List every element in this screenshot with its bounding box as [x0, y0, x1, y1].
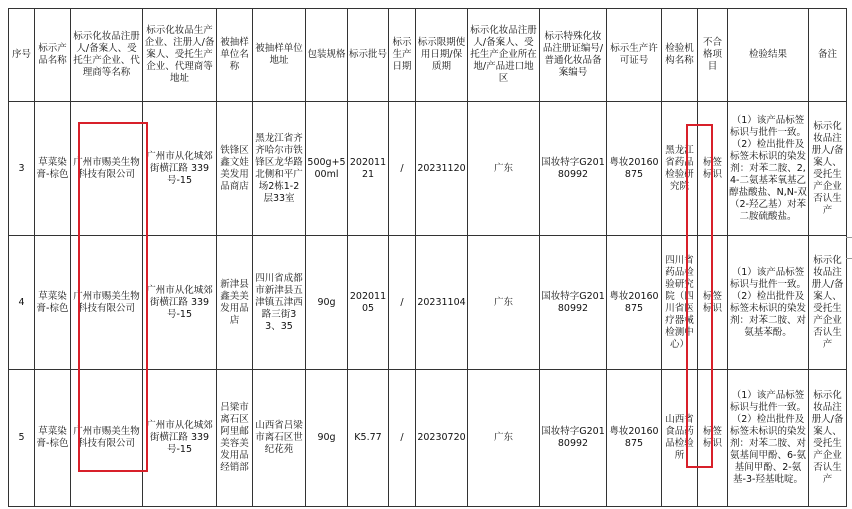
cell-fail-item: 标签标识	[698, 102, 728, 236]
header-registration-no: 标示特殊化妆品注册证编号/普通化妆品备案编号	[540, 9, 607, 102]
scroll-marker	[846, 237, 852, 238]
header-product: 标示产品名称	[35, 9, 71, 102]
cell-no: 5	[9, 370, 35, 507]
cell-expiry: 20230720	[416, 370, 468, 507]
cell-batch: 20201105	[348, 236, 389, 370]
table-row	[9, 370, 847, 507]
cell-region: 广东	[468, 102, 540, 236]
table-row	[9, 236, 847, 370]
cell-production-date: /	[389, 236, 416, 370]
cell-expiry: 20231104	[416, 236, 468, 370]
cell-production-date: /	[389, 102, 416, 236]
header-company: 标示化妆品注册人/备案人、受托生产企业、代理商等名称	[71, 9, 143, 102]
cell-product: 草菜染膏-棕色	[35, 236, 71, 370]
table-row	[9, 102, 847, 236]
header-row	[9, 9, 847, 102]
header-remark: 备注	[809, 9, 847, 102]
cell-company: 广州市赐美生物科技有限公司	[71, 236, 143, 370]
cell-result: （1）该产品标签标识与批件一致。（2）检出批件及标签未标识的染发剂：对苯二胺、对氨基间甲酚、6-氨基间甲酚、2-氨基-3-羟基吡啶。	[728, 370, 809, 507]
cell-spec: 90g	[306, 370, 348, 507]
sampling-results-table	[8, 8, 847, 507]
cell-batch: K5.77	[348, 370, 389, 507]
cell-product: 草菜染膏-棕色	[35, 370, 71, 507]
cell-registration-no: 国妆特字G20180992	[540, 370, 607, 507]
header-batch: 标示批号	[348, 9, 389, 102]
header-license: 标示生产许可证号	[607, 9, 662, 102]
cell-lab: 黑龙江省药品检验研究院	[662, 102, 698, 236]
cell-registration-no: 国妆特字G20180992	[540, 236, 607, 370]
document-sheet	[8, 8, 846, 498]
header-spec: 包装规格	[306, 9, 348, 102]
header-production-date: 标示生产日期	[389, 9, 416, 102]
cell-production-date: /	[389, 370, 416, 507]
cell-company-address: 广州市从化城郊街横江路 339 号-15	[143, 370, 217, 507]
header-no: 序号	[9, 9, 35, 102]
header-lab: 检验机构名称	[662, 9, 698, 102]
header-expiry: 标示限期使用日期/保质期	[416, 9, 468, 102]
cell-license: 粤妆20160875	[607, 370, 662, 507]
cell-remark: 标示化妆品注册人/备案人、受托生产企业否认生产	[809, 102, 847, 236]
cell-sampled-unit: 吕梁市离石区阿里邮美容美发用品经销部	[217, 370, 253, 507]
cell-fail-item: 标签标识	[698, 370, 728, 507]
cell-region: 广东	[468, 370, 540, 507]
cell-fail-item: 标签标识	[698, 236, 728, 370]
cell-registration-no: 国妆特字G20180992	[540, 102, 607, 236]
cell-sampled-address: 黑龙江省齐齐哈尔市铁锋区龙华路北侧和平广场2栋1-2层33室	[253, 102, 306, 236]
cell-spec: 90g	[306, 236, 348, 370]
cell-sampled-address: 山西省吕梁市离石区世纪花苑	[253, 370, 306, 507]
cell-lab: 四川省药品检验研究院（四川省医疗器械检测中心）	[662, 236, 698, 370]
cell-batch: 20201121	[348, 102, 389, 236]
cell-result: （1）该产品标签标识与批件一致。（2）检出批件及标签未标识的染发剂：对苯二胺、2,4-二氨基苯氧基乙醇盐酸盐、N,N-双（2-羟乙基）对苯二胺硫酸盐。	[728, 102, 809, 236]
cell-result: （1）该产品标签标识与批件一致。（2）检出批件及标签未标识的染发剂：对苯二胺、对氨基苯酚。	[728, 236, 809, 370]
header-fail-item: 不合格项目	[698, 9, 728, 102]
cell-region: 广东	[468, 236, 540, 370]
scroll-marker	[846, 258, 852, 259]
header-region: 标示化妆品注册人/备案人、受托生产企业所在地/产品进口地区	[468, 9, 540, 102]
cell-no: 4	[9, 236, 35, 370]
cell-company: 广州市赐美生物科技有限公司	[71, 102, 143, 236]
cell-company-address: 广州市从化城郊街横江路 339 号-15	[143, 102, 217, 236]
cell-sampled-unit: 新津县鑫美美发用品店	[217, 236, 253, 370]
cell-sampled-unit: 铁锋区鑫文娃美发用品商店	[217, 102, 253, 236]
cell-expiry: 20231120	[416, 102, 468, 236]
cell-no: 3	[9, 102, 35, 236]
cell-company-address: 广州市从化城郊街横江路 339 号-15	[143, 236, 217, 370]
cell-spec: 500g+500ml	[306, 102, 348, 236]
cell-product: 草菜染膏-棕色	[35, 102, 71, 236]
header-company-address: 标示化妆品生产企业、注册人/备案人、受托生产企业、代理商等地址	[143, 9, 217, 102]
cell-remark: 标示化妆品注册人/备案人、受托生产企业否认生产	[809, 370, 847, 507]
cell-sampled-address: 四川省成都市新津县五津镇五津西路三街33、35	[253, 236, 306, 370]
cell-license: 粤妆20160875	[607, 236, 662, 370]
header-sampled-address: 被抽样单位地址	[253, 9, 306, 102]
cell-remark: 标示化妆品注册人/备案人、受托生产企业否认生产	[809, 236, 847, 370]
cell-company: 广州市赐美生物科技有限公司	[71, 370, 143, 507]
cell-license: 粤妆20160875	[607, 102, 662, 236]
header-result: 检验结果	[728, 9, 809, 102]
cell-lab: 山西省食品药品检验所	[662, 370, 698, 507]
header-sampled-unit: 被抽样单位名称	[217, 9, 253, 102]
